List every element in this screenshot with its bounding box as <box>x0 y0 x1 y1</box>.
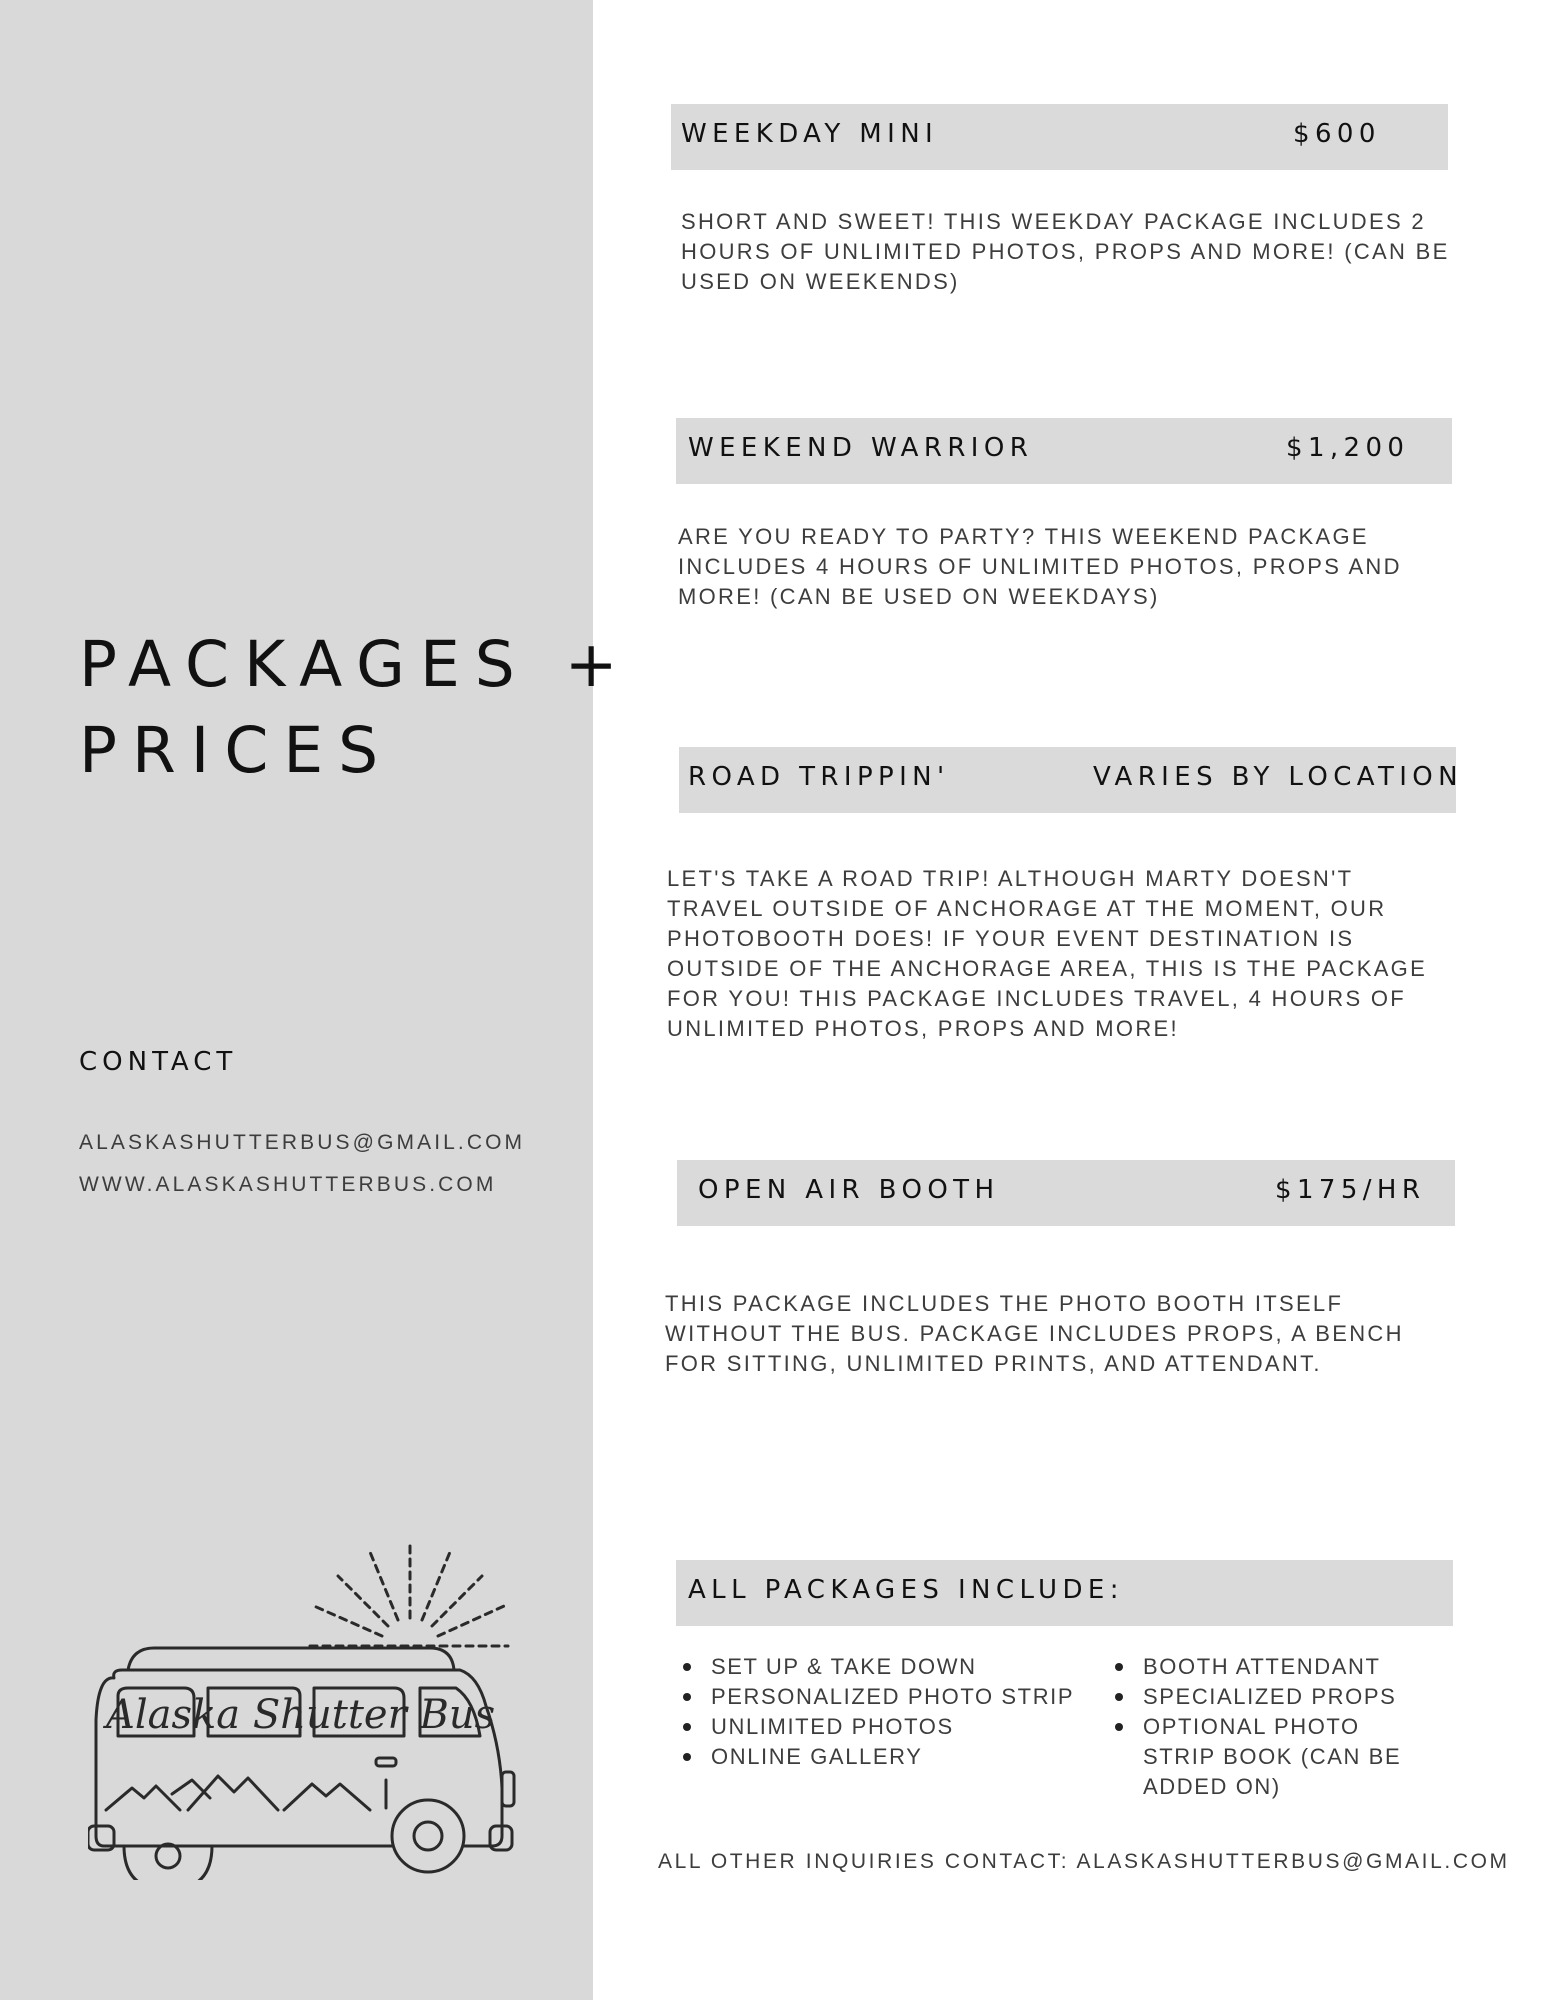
description-line: WITHOUT THE BUS. PACKAGE INCLUDES PROPS, A BENCH <box>665 1321 1404 1346</box>
package-header <box>671 104 1448 170</box>
footer-contact: ALL OTHER INQUIRIES CONTACT: ALASKASHUTTERBUS@GMAIL.COM <box>658 1850 1510 1873</box>
description-line: USED ON WEEKENDS) <box>681 269 960 294</box>
package-price: VARIES BY LOCATION <box>1093 762 1464 792</box>
description-line: FOR YOU! THIS PACKAGE INCLUDES TRAVEL, 4 HOURS OF <box>667 986 1407 1011</box>
description-line: SHORT AND SWEET! THIS WEEKDAY PACKAGE INCLUDES 2 <box>681 209 1426 234</box>
list-item: SET UP & TAKE DOWN <box>677 1652 1074 1682</box>
bus-logo <box>88 1540 528 1880</box>
package-description <box>665 1289 1404 1379</box>
contact-website-link[interactable]: WWW.ALASKASHUTTERBUS.COM <box>79 1173 497 1196</box>
list-item-continued: ADDED ON) <box>1143 1774 1281 1799</box>
package-name: OPEN AIR BOOTH <box>698 1175 1000 1205</box>
list-item: ONLINE GALLERY <box>677 1742 1074 1772</box>
description-line: FOR SITTING, UNLIMITED PRINTS, AND ATTENDANT. <box>665 1351 1322 1376</box>
package-name: WEEKEND WARRIOR <box>688 433 1034 463</box>
package-name: WEEKDAY MINI <box>681 119 939 149</box>
description-line: UNLIMITED PHOTOS, PROPS AND MORE! <box>667 1016 1179 1041</box>
package-description <box>678 522 1402 612</box>
includes-list-right <box>1109 1652 1401 1802</box>
description-line: LET'S TAKE A ROAD TRIP! ALTHOUGH MARTY DOESN'T <box>667 866 1354 891</box>
package-description <box>667 864 1427 1044</box>
page-title-line-2: PRICES <box>79 714 394 787</box>
list-item: PERSONALIZED PHOTO STRIP <box>677 1682 1074 1712</box>
logo-script-text: Alaska Shutter Bus <box>106 1692 496 1738</box>
package-name: ROAD TRIPPIN' <box>688 762 950 792</box>
contact-email-link[interactable]: ALASKASHUTTERBUS@GMAIL.COM <box>79 1131 526 1154</box>
package-price: $175/HR <box>1275 1175 1426 1205</box>
description-line: ARE YOU READY TO PARTY? THIS WEEKEND PACKAGE <box>678 524 1369 549</box>
list-item: SPECIALIZED PROPS <box>1109 1682 1401 1712</box>
description-line: INCLUDES 4 HOURS OF UNLIMITED PHOTOS, PROPS AND <box>678 554 1402 579</box>
sidebar <box>0 0 633 2000</box>
contact-heading: CONTACT <box>79 1047 238 1077</box>
list-item: BOOTH ATTENDANT <box>1109 1652 1401 1682</box>
sun-rays-icon <box>310 1546 508 1646</box>
page-title <box>79 622 633 794</box>
includes-list-left <box>677 1652 1074 1772</box>
description-line: PHOTOBOOTH DOES! IF YOUR EVENT DESTINATION IS <box>667 926 1355 951</box>
list-item: UNLIMITED PHOTOS <box>677 1712 1074 1742</box>
package-header <box>676 418 1452 484</box>
includes-header <box>676 1560 1453 1626</box>
description-line: TRAVEL OUTSIDE OF ANCHORAGE AT THE MOMENT, OUR <box>667 896 1387 921</box>
package-header <box>677 1160 1455 1226</box>
package-price: $600 <box>1293 119 1381 149</box>
description-line: MORE! (CAN BE USED ON WEEKDAYS) <box>678 584 1160 609</box>
package-description <box>681 207 1450 297</box>
includes-heading: ALL PACKAGES INCLUDE: <box>688 1575 1124 1605</box>
list-item-continued: STRIP BOOK (CAN BE <box>1143 1744 1402 1769</box>
page-title-line-1: PACKAGES + <box>79 628 633 701</box>
description-line: OUTSIDE OF THE ANCHORAGE AREA, THIS IS THE PACKAGE <box>667 956 1428 981</box>
package-header <box>679 747 1464 813</box>
description-line: HOURS OF UNLIMITED PHOTOS, PROPS AND MORE! (CAN BE <box>681 239 1450 264</box>
description-line: THIS PACKAGE INCLUDES THE PHOTO BOOTH ITSELF <box>665 1291 1344 1316</box>
list-item: OPTIONAL PHOTO <box>1109 1712 1401 1742</box>
package-price: $1,200 <box>1286 433 1410 463</box>
